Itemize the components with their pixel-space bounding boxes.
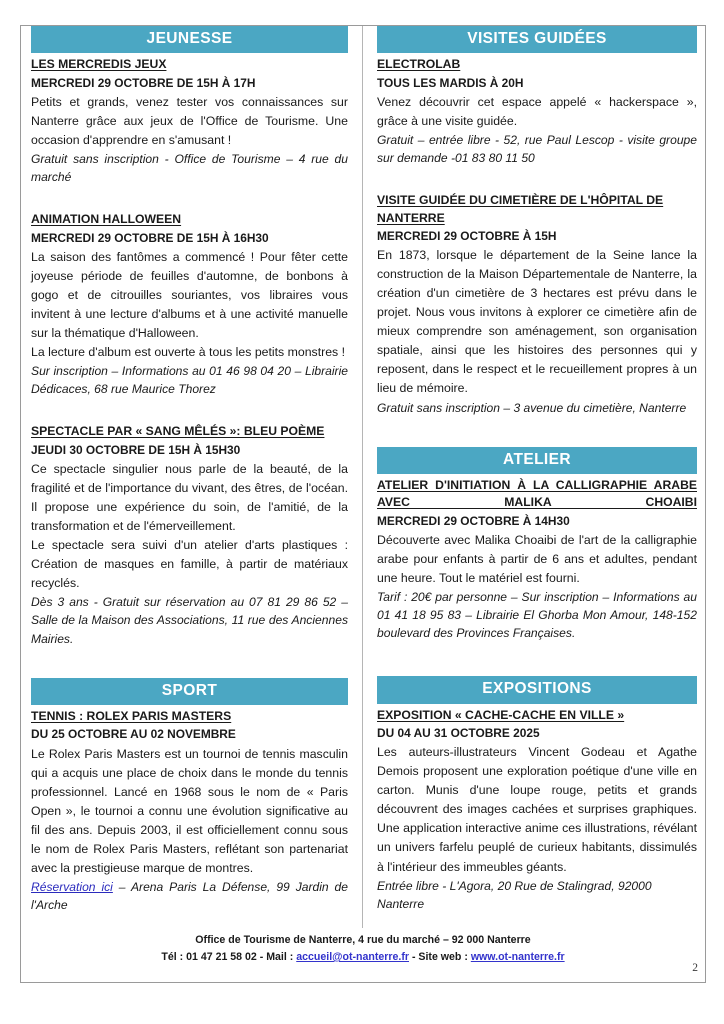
event-title: LES MERCREDIS JEUX <box>31 57 167 72</box>
spacer <box>377 656 697 676</box>
event-atelier-calligraphie-arabe <box>377 477 697 642</box>
event-title: EXPOSITION « CACHE-CACHE EN VILLE » <box>377 707 625 722</box>
event-body-secondary: La lecture d'album est ouverte à tous les petits monstres ! <box>31 345 346 360</box>
event-info: Sur inscription – Informations au 01 46 98 04 20 – Librairie Dédicaces, 68 rue Maurice Thorez <box>31 364 348 397</box>
event-exposition-cache-cache-en-ville <box>377 707 697 913</box>
spacer <box>31 412 348 422</box>
event-date: MERCREDI 29 OCTOBRE À 15H <box>377 228 557 243</box>
event-title: ELECTROLAB <box>377 57 461 72</box>
event-info: Tarif : 20€ par personne – Sur inscription – Informations au 01 41 18 95 83 – Librairie El Ghorba Mon Amour, 148-152 boulevard des Provinces Françaises. <box>377 589 697 641</box>
footer <box>21 932 705 966</box>
event-body: Ce spectacle singulier nous parle de la beauté, de la fragilité et de l'importance du vivant, des êtres, de l'océan. Il propose une expérience du soin, de l'amitié, de la transformation et de l'émerveillement. <box>31 461 348 534</box>
event-body: Petits et grands, venez tester vos connaissances sur Nanterre grâce aux jeux de l'Office de Tourisme. Une occasion d'apprendre en s'amusant ! <box>31 94 348 147</box>
event-info: Entrée libre - L'Agora, 20 Rue de Stalingrad, 92000 Nanterre <box>377 878 652 911</box>
event-date: MERCREDI 29 OCTOBRE DE 15H À 16H30 <box>31 230 269 245</box>
event-info: Gratuit – entrée libre - 52, rue Paul Lescop - visite groupe sur demande -01 83 80 11 50 <box>377 132 697 166</box>
section-banner-atelier: ATELIER <box>377 447 697 474</box>
footer-contact <box>21 949 705 966</box>
event-visite-cimetiere-hopital <box>377 192 697 416</box>
event-body: Venez découvrir cet espace appelé « hackerspace », grâce à une visite guidée. <box>377 94 697 128</box>
footer-website-link[interactable]: www.ot-nanterre.fr <box>470 951 565 964</box>
left-column <box>21 26 363 928</box>
reservation-link[interactable]: Réservation ici <box>31 879 113 894</box>
event-title: VISITE GUIDÉE DU CIMETIÈRE DE L'HÔPITAL DE NANTERRE <box>377 193 664 225</box>
footer-address: Office de Tourisme de Nanterre, 4 rue du marché – 92 000 Nanterre <box>195 934 531 946</box>
event-les-mercredis-jeux <box>31 56 348 186</box>
event-info <box>31 878 348 914</box>
event-body: Les auteurs-illustrateurs Vincent Godeau et Agathe Demois proposent une exploration poétique d'une ville en carton. Munis d'une loupe rouge, petits et grands découvrent des images cachées et surprises graphiques. Une application interactive anime ces illustrations, révélant un univers farfelu peuplé de curieux habitants, dissimulés à l'intérieur des immeubles géants. <box>377 745 697 874</box>
event-date: JEUDI 30 OCTOBRE DE 15H À 15H30 <box>31 442 241 457</box>
event-title: SPECTACLE PAR « SANG MÊLÉS »: BLEU POÈME <box>31 424 325 439</box>
spacer <box>31 662 348 678</box>
spacer <box>31 200 348 210</box>
event-title: ATELIER D'INITIATION À LA CALLIGRAPHIE ARABE AVEC MALIKA CHOAIBI <box>377 477 697 510</box>
event-info: Dès 3 ans - Gratuit sur réservation au 07 81 29 86 52 – Salle de la Maison des Associations, 11 rue des Anciennes Mairies. <box>31 595 348 646</box>
event-body: Le Rolex Paris Masters est un tournoi de tennis masculin qui a acquis une place de choix dans le monde du tennis professionnel. Lancé en 1968 sous le nom de « Paris Open », le tournoi a connu une évolution significative au fil des ans. Depuis 2003, il est officiellement connu sous le nom de Rolex Paris Masters, reflétant son partenariat avec la prestigieuse marque de montres. <box>31 746 348 875</box>
event-body: La saison des fantômes a commencé ! Pour fêter cette joyeuse période de feuilles d'automne, de bonbons à gogo et de citrouilles souriantes, vos libraires vous invitent à une lecture d'albums et à une activité manuelle sur la thématique d'Halloween. <box>31 249 348 341</box>
section-banner-visites-guidees: VISITES GUIDÉES <box>377 26 697 53</box>
event-date: DU 25 OCTOBRE AU 02 NOVEMBRE <box>31 727 236 742</box>
event-title: TENNIS : ROLEX PARIS MASTERS <box>31 709 232 723</box>
footer-phone-label: Tél : 01 47 21 58 02 - Mail : <box>161 951 297 964</box>
page-number: 2 <box>692 962 698 974</box>
event-info: Gratuit sans inscription - Office de Tourisme – 4 rue du marché <box>31 151 348 185</box>
event-spectacle-sang-meles <box>31 423 348 647</box>
event-tennis-rolex-paris-masters <box>31 708 348 914</box>
event-date: DU 04 AU 31 OCTOBRE 2025 <box>377 725 540 740</box>
event-body: Découverte avec Malika Choaibi de l'art de la calligraphie arabe pour enfants à partir de 6 ans et adultes, pendant une heure. Tout le matériel est fourni. <box>377 532 697 585</box>
right-column <box>363 26 705 927</box>
event-title: ANIMATION HALLOWEEN <box>31 212 182 227</box>
section-banner-expositions: EXPOSITIONS <box>377 676 697 703</box>
footer-website-label: - Site web : <box>409 951 471 964</box>
event-body-secondary: Le spectacle sera suivi d'un atelier d'arts plastiques : Création de masques en famille, à partir de matériaux recyclés. <box>31 538 348 591</box>
event-info: Gratuit sans inscription – 3 avenue du cimetière, Nanterre <box>377 400 687 415</box>
content-area <box>21 26 705 926</box>
section-banner-jeunesse: JEUNESSE <box>31 26 348 53</box>
event-date: TOUS LES MARDIS À 20H <box>377 75 524 90</box>
event-electrolab <box>377 56 697 167</box>
event-animation-halloween <box>31 211 348 398</box>
footer-email-link[interactable]: accueil@ot-nanterre.fr <box>296 951 409 964</box>
event-date: MERCREDI 29 OCTOBRE DE 15H À 17H <box>31 75 256 90</box>
section-banner-sport: SPORT <box>31 678 348 705</box>
spacer <box>377 181 697 191</box>
event-info-rest: – Arena Paris La Défense, 99 Jardin de l'Arche <box>31 879 349 913</box>
event-date: MERCREDI 29 OCTOBRE À 14H30 <box>377 513 570 528</box>
event-body: En 1873, lorsque le département de la Seine lance la construction de la Maison Départementale de Nanterre, la création d'un cimetière de 3 hectares est prévu dans le projet. Nous vous invitons à explorer ce cimetière afin de mieux comprendre son aménagement, son organisation spatiale, ainsi que les histoires des personnes qui y reposent, dans le respect et le recueillement propres à un lieu de mémoire. <box>377 248 697 396</box>
spacer <box>377 431 697 447</box>
